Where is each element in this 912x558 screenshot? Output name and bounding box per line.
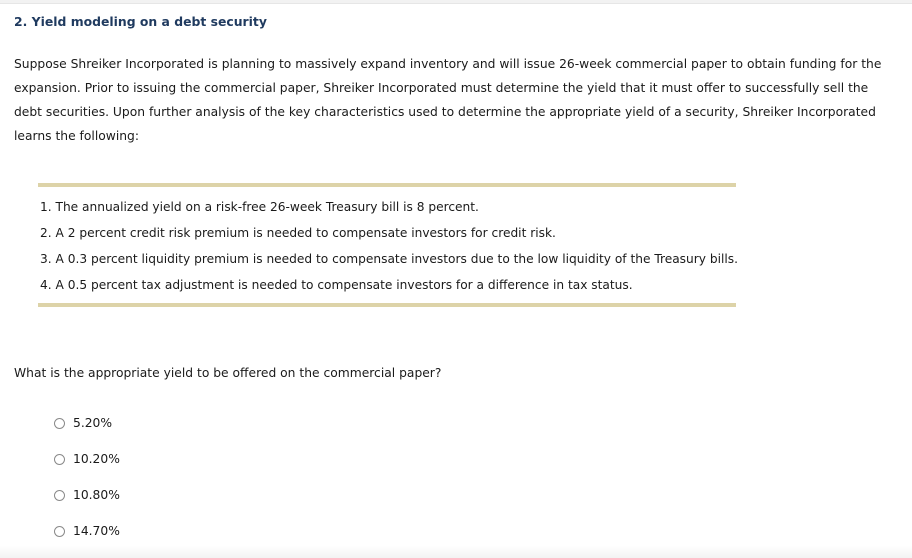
bottom-shade <box>0 546 912 558</box>
radio-button[interactable] <box>54 526 65 537</box>
option-10-80[interactable] <box>54 477 120 513</box>
option-label: 14.70% <box>73 524 120 538</box>
radio-button[interactable] <box>54 490 65 501</box>
facts-top-rule <box>38 183 736 187</box>
option-10-20[interactable] <box>54 441 120 477</box>
question-prompt: What is the appropriate yield to be offered on the commercial paper? <box>14 366 442 380</box>
radio-button[interactable] <box>54 454 65 465</box>
option-5-20[interactable] <box>54 405 120 441</box>
problem-intro: Suppose Shreiker Incorporated is planning to massively expand inventory and will issue 26-week commercial paper to obtain funding for the expansion. Prior to issuing the commercial paper, Shreiker Incorporated must determine the yield that it must offer to successfully sell the debt securities. Upon further analysis of the key characteristics used to determine the appropriate yield of a security, Shreiker Incorporated learns the following: <box>14 57 882 143</box>
option-label: 5.20% <box>73 416 113 430</box>
fact-item: 2. A 2 percent credit risk premium is needed to compensate investors for credit risk. <box>40 226 556 240</box>
facts-bottom-rule <box>38 303 736 307</box>
top-divider <box>0 0 912 4</box>
fact-item: 3. A 0.3 percent liquidity premium is needed to compensate investors due to the low liquidity of the Treasury bills. <box>40 252 738 266</box>
fact-item: 1. The annualized yield on a risk-free 26-week Treasury bill is 8 percent. <box>40 200 479 214</box>
facts-list <box>40 195 738 299</box>
radio-button[interactable] <box>54 418 65 429</box>
option-label: 10.80% <box>73 488 120 502</box>
answer-options <box>54 405 120 549</box>
question-title: 2. Yield modeling on a debt security <box>14 14 267 29</box>
option-label: 10.20% <box>73 452 120 466</box>
option-14-70[interactable] <box>54 513 120 549</box>
fact-item: 4. A 0.5 percent tax adjustment is needed to compensate investors for a difference in tax status. <box>40 278 633 292</box>
facts-box <box>38 183 736 307</box>
